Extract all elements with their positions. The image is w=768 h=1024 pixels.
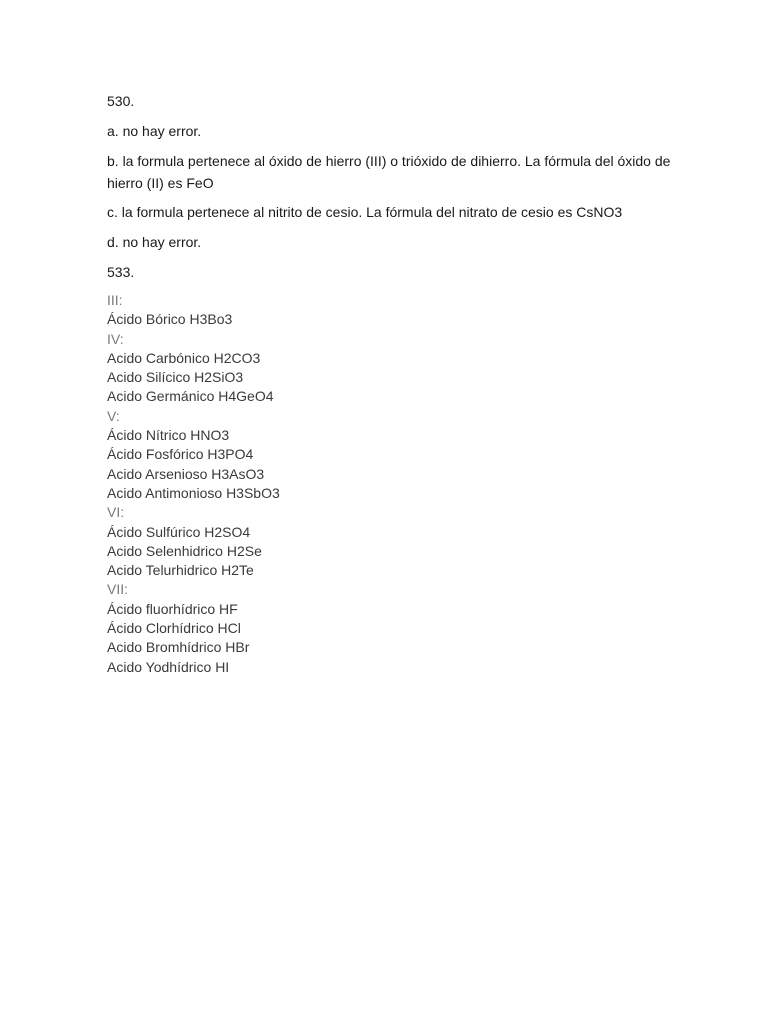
group-heading-vii: VII: xyxy=(107,581,129,598)
acid-item: Acido Arsenioso H3AsO3 xyxy=(107,465,265,482)
acid-list xyxy=(107,291,707,677)
question-533-number: 533. xyxy=(107,264,135,280)
acid-item: Acido Bromhídrico HBr xyxy=(107,639,250,656)
acid-item: Ácido Fosfórico H3PO4 xyxy=(107,446,254,463)
group-heading-iii: III: xyxy=(107,292,123,308)
answer-c: c. la formula pertenece al nitrito de cesio. La fórmula del nitrato de cesio es CsNO3 xyxy=(107,204,623,220)
acid-item: Acido Yodhídrico HI xyxy=(107,658,230,675)
document-page xyxy=(107,90,707,677)
acid-item: Ácido Sulfúrico H2SO4 xyxy=(107,523,251,540)
acid-item: Ácido fluorhídrico HF xyxy=(107,600,238,617)
question-530-number: 530. xyxy=(107,93,135,109)
acid-item: Acido Antimonioso H3SbO3 xyxy=(107,484,280,501)
group-heading-vi: VI: xyxy=(107,504,125,521)
group-heading-iv: IV: xyxy=(107,330,124,347)
acid-item: Ácido Clorhídrico HCl xyxy=(107,620,241,637)
acid-item: Acido Selenhidrico H2Se xyxy=(107,542,262,559)
answer-d: d. no hay error. xyxy=(107,234,202,250)
group-heading-v: V: xyxy=(107,407,120,424)
acid-item: Ácido Nítrico HNO3 xyxy=(107,427,230,444)
acid-item: Acido Carbónico H2CO3 xyxy=(107,349,261,366)
acid-item: Acido Telurhidrico H2Te xyxy=(107,562,254,579)
acid-item: Acido Germánico H4GeO4 xyxy=(107,388,274,405)
answer-b: b. la formula pertenece al óxido de hierro (III) o trióxido de dihierro. La fórmula del óxido de hierro (II) es FeO xyxy=(107,153,671,191)
answer-a: a. no hay error. xyxy=(107,123,202,139)
acid-item: Ácido Bórico H3Bo3 xyxy=(107,311,233,328)
acid-item: Acido Silícico H2SiO3 xyxy=(107,369,244,386)
